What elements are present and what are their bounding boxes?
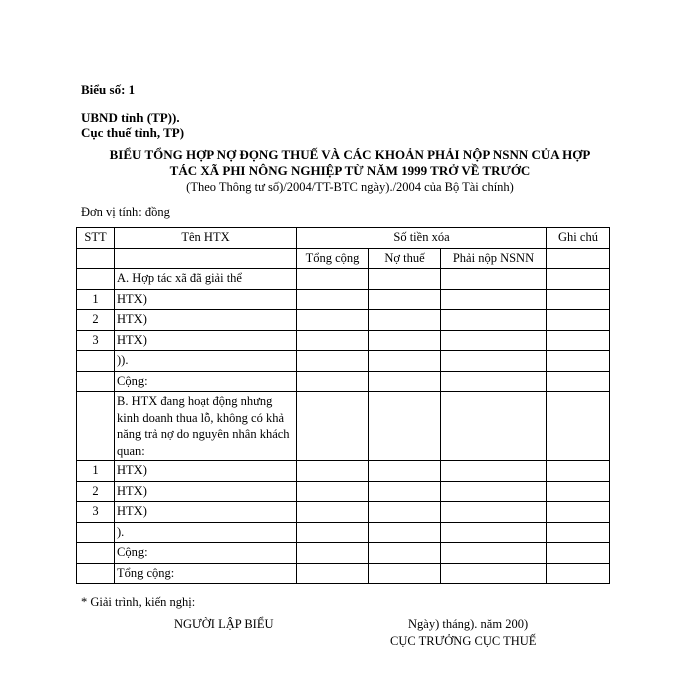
grand-total-row bbox=[77, 563, 610, 584]
header-row-1 bbox=[77, 228, 610, 249]
section-a-subtotal-row bbox=[77, 371, 610, 392]
row-stt: 1 bbox=[77, 461, 115, 482]
row-stt: 3 bbox=[77, 330, 115, 351]
header-row-2 bbox=[77, 248, 610, 269]
section-b-row bbox=[77, 392, 610, 461]
row-name: HTX) bbox=[115, 502, 297, 523]
table-row bbox=[77, 351, 610, 372]
unit-label: Đơn vị tính: đồng bbox=[81, 205, 170, 219]
table-row bbox=[77, 502, 610, 523]
subtotal-label: Cộng: bbox=[115, 371, 297, 392]
row-name: ). bbox=[115, 522, 297, 543]
note-header: Ghi chú bbox=[547, 228, 610, 249]
empty-cell bbox=[77, 248, 115, 269]
row-stt: 1 bbox=[77, 289, 115, 310]
row-stt bbox=[77, 522, 115, 543]
title-line-2: TÁC XÃ PHI NÔNG NGHIỆP TỪ NĂM 1999 TRỞ VỀ TRƯỚC bbox=[169, 163, 531, 178]
subtotal-label: Cộng: bbox=[115, 543, 297, 564]
section-b-title: B. HTX đang hoạt động nhưng kinh doanh thua lỗ, không có khả năng trả nợ do nguyên nhân khách quan: bbox=[115, 392, 297, 461]
director-label: CỤC TRƯỞNG CỤC THUẾ bbox=[390, 634, 537, 648]
row-name: HTX) bbox=[115, 481, 297, 502]
row-stt: 3 bbox=[77, 502, 115, 523]
row-stt: 2 bbox=[77, 310, 115, 331]
table-row bbox=[77, 481, 610, 502]
grand-total-label: Tổng cộng: bbox=[115, 563, 297, 584]
date-line: Ngày) tháng). năm 200) bbox=[408, 617, 529, 631]
table-row bbox=[77, 522, 610, 543]
table-row bbox=[77, 310, 610, 331]
form-number: Biểu số: 1 bbox=[81, 82, 136, 97]
row-name: )). bbox=[115, 351, 297, 372]
explanation-note: * Giải trình, kiến nghị: bbox=[81, 595, 196, 609]
section-a-row bbox=[77, 269, 610, 290]
table-row bbox=[77, 330, 610, 351]
total-header: Tổng cộng bbox=[297, 248, 369, 269]
ubnd-label: UBND tỉnh (TP)). bbox=[81, 110, 180, 125]
table-row bbox=[77, 461, 610, 482]
title-line-1: BIỂU TỔNG HỢP NỢ ĐỌNG THUẾ VÀ CÁC KHOẢN PHẢI NỘP NSNN CỦA HỢP bbox=[109, 147, 591, 162]
row-stt bbox=[77, 351, 115, 372]
empty-cell bbox=[547, 248, 610, 269]
stt-header: STT bbox=[77, 228, 115, 249]
tax-department-label: Cục thuế tỉnh, TP) bbox=[81, 125, 185, 140]
preparer-label: NGƯỜI LẬP BIỂU bbox=[174, 617, 274, 631]
row-name: HTX) bbox=[115, 310, 297, 331]
tax-debt-header: Nợ thuế bbox=[369, 248, 441, 269]
debt-summary-table bbox=[76, 227, 610, 584]
row-name: HTX) bbox=[115, 289, 297, 310]
table-row bbox=[77, 289, 610, 310]
row-name: HTX) bbox=[115, 461, 297, 482]
row-name: HTX) bbox=[115, 330, 297, 351]
name-header: Tên HTX bbox=[115, 228, 297, 249]
empty-cell bbox=[115, 248, 297, 269]
amount-group-header: Số tiền xóa bbox=[297, 228, 547, 249]
section-a-title: A. Hợp tác xã đã giải thể bbox=[115, 269, 297, 290]
subtitle: (Theo Thông tư số)/2004/TT-BTC ngày)./2004 của Bộ Tài chính) bbox=[186, 180, 514, 194]
row-stt: 2 bbox=[77, 481, 115, 502]
payable-header: Phải nộp NSNN bbox=[441, 248, 547, 269]
section-b-subtotal-row bbox=[77, 543, 610, 564]
